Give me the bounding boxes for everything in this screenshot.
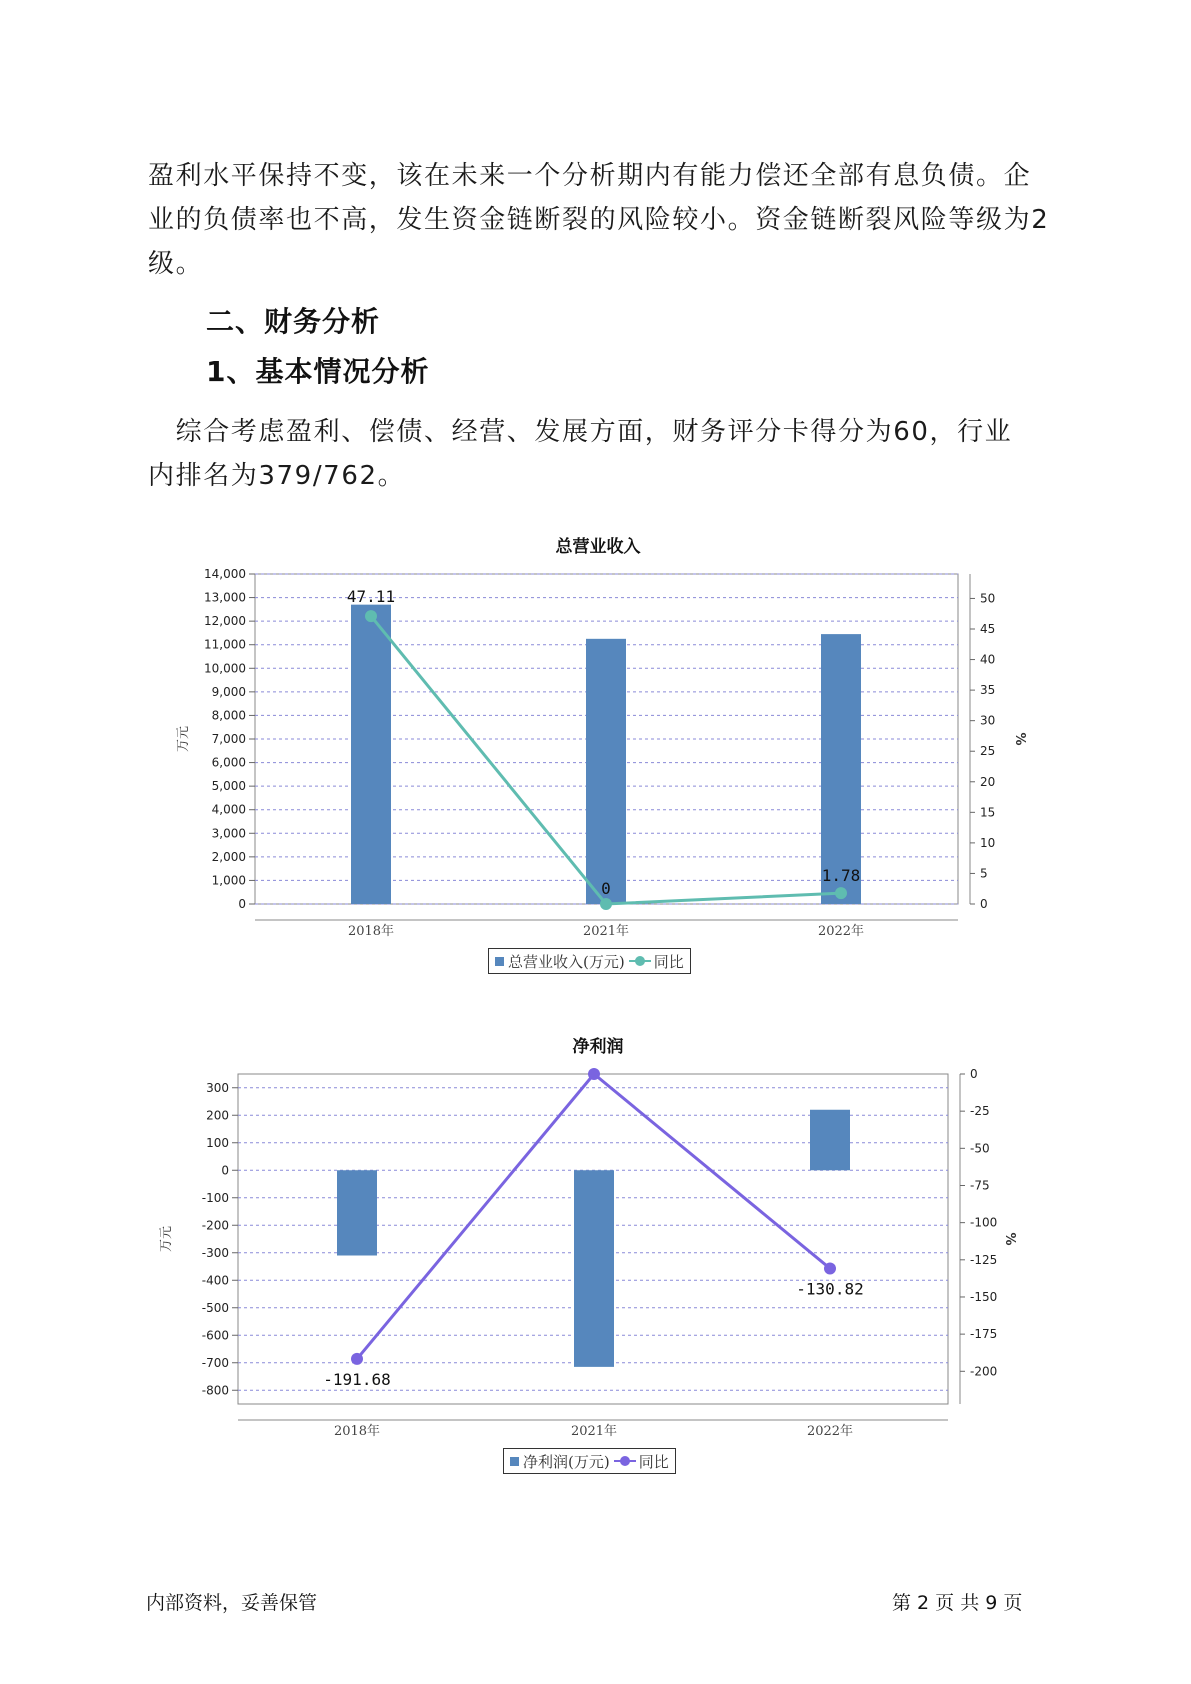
y-tick-label: 8,000 bbox=[211, 708, 246, 723]
y2-tick-label: 40 bbox=[980, 652, 996, 667]
paragraph-line: 内排名为379/762。 bbox=[148, 461, 406, 491]
y-tick-label: 12,000 bbox=[204, 614, 246, 629]
y-tick-label: 5,000 bbox=[211, 779, 246, 794]
y2-tick-label: 35 bbox=[980, 683, 996, 698]
chart-title-net-profit: 净利润 bbox=[572, 1037, 624, 1057]
y-tick-label: 13,000 bbox=[204, 590, 246, 605]
bar bbox=[574, 1170, 614, 1367]
y-tick-label: -500 bbox=[201, 1300, 229, 1315]
x-tick-label: 2018年 bbox=[333, 1424, 381, 1439]
footer-left: 内部资料，妥善保管 bbox=[146, 1592, 318, 1614]
x-tick-label: 2022年 bbox=[817, 924, 865, 939]
data-label: -191.68 bbox=[323, 1369, 391, 1389]
y2-tick-label: -50 bbox=[970, 1141, 990, 1156]
y2-tick-label: 0 bbox=[970, 1067, 978, 1081]
data-label: -130.82 bbox=[796, 1279, 864, 1299]
legend-line-swatch bbox=[614, 1456, 636, 1466]
y-tick-label: -400 bbox=[201, 1273, 229, 1288]
x-tick-label: 2021年 bbox=[570, 1424, 618, 1439]
subsection-heading: 1、基本情况分析 bbox=[206, 355, 430, 388]
line-point bbox=[588, 1068, 600, 1080]
y2-axis-label: % bbox=[1012, 732, 1027, 746]
y2-tick-label: -100 bbox=[970, 1215, 998, 1230]
y2-tick-label: 10 bbox=[980, 835, 996, 850]
y-tick-label: 300 bbox=[206, 1080, 229, 1095]
paragraph-line: 业的负债率也不高，发生资金链断裂的风险较小。资金链断裂风险等级为2 bbox=[148, 205, 1050, 235]
legend-bar-swatch bbox=[510, 1457, 519, 1466]
y-tick-label: -100 bbox=[201, 1190, 229, 1205]
y-tick-label: 4,000 bbox=[211, 802, 246, 817]
x-tick-label: 2021年 bbox=[582, 924, 630, 939]
y-tick-label: 200 bbox=[206, 1108, 229, 1123]
y2-tick-label: 15 bbox=[980, 805, 996, 820]
y2-tick-label: -125 bbox=[970, 1252, 998, 1267]
paragraph-line: 级。 bbox=[148, 249, 204, 279]
y-tick-label: 7,000 bbox=[211, 732, 246, 746]
section-heading: 二、财务分析 bbox=[206, 305, 381, 338]
y2-tick-label: -200 bbox=[970, 1364, 998, 1379]
y2-tick-label: 45 bbox=[980, 622, 996, 636]
legend-series-label: 净利润(万元) bbox=[523, 1452, 610, 1471]
data-label: 1.78 bbox=[821, 866, 861, 886]
bar bbox=[337, 1170, 377, 1255]
footer-right: 第 2 页 共 9 页 bbox=[892, 1592, 1023, 1614]
y-tick-label: 6,000 bbox=[211, 755, 246, 770]
bar bbox=[810, 1110, 850, 1171]
y2-tick-label: 25 bbox=[980, 744, 996, 759]
line-point bbox=[824, 1262, 836, 1274]
y-tick-label: 0 bbox=[238, 897, 246, 911]
line-point bbox=[351, 1353, 363, 1365]
y-tick-label: 100 bbox=[206, 1135, 229, 1150]
y-tick-label: -700 bbox=[201, 1355, 229, 1370]
x-tick-label: 2018年 bbox=[347, 924, 395, 939]
data-label: 47.11 bbox=[346, 587, 396, 607]
legend-series-label: 总营业收入(万元) bbox=[508, 952, 625, 971]
y2-axis-label: % bbox=[1002, 1232, 1017, 1246]
y2-tick-label: 20 bbox=[980, 774, 996, 789]
y-tick-label: -300 bbox=[201, 1245, 229, 1260]
y2-tick-label: -25 bbox=[970, 1104, 990, 1119]
y-tick-label: 9,000 bbox=[211, 684, 246, 699]
y-tick-label: 11,000 bbox=[204, 637, 246, 652]
y-axis-label: 万元 bbox=[159, 1225, 174, 1253]
y-tick-label: 2,000 bbox=[211, 849, 246, 864]
y2-tick-label: 5 bbox=[980, 866, 988, 881]
paragraph-line: 综合考虑盈利、偿债、经营、发展方面，财务评分卡得分为60，行业 bbox=[148, 417, 1013, 447]
y-tick-label: -800 bbox=[201, 1383, 229, 1398]
y-tick-label: -200 bbox=[201, 1218, 229, 1233]
y-tick-label: 0 bbox=[221, 1163, 229, 1178]
y2-tick-label: -75 bbox=[970, 1178, 990, 1193]
y2-tick-label: -150 bbox=[970, 1289, 998, 1304]
data-label: 0 bbox=[601, 879, 611, 898]
y-tick-label: 14,000 bbox=[204, 567, 246, 581]
y-tick-label: 10,000 bbox=[204, 661, 246, 676]
y-tick-label: 1,000 bbox=[211, 873, 246, 888]
y2-tick-label: 0 bbox=[980, 897, 988, 911]
legend-series-label: 同比 bbox=[638, 1452, 669, 1471]
y-axis-label: 万元 bbox=[176, 725, 191, 753]
y2-tick-label: 30 bbox=[980, 713, 996, 728]
y-tick-label: 3,000 bbox=[211, 826, 246, 841]
chart-legend-net-profit bbox=[503, 1448, 676, 1474]
y-tick-label: -600 bbox=[201, 1328, 229, 1343]
y2-tick-label: 50 bbox=[980, 591, 996, 606]
y2-tick-label: -175 bbox=[970, 1327, 998, 1342]
legend-series-label: 同比 bbox=[653, 952, 684, 971]
paragraph-line: 盈利水平保持不变，该在未来一个分析期内有能力偿还全部有息负债。企 bbox=[148, 161, 1032, 191]
chart-title-revenue: 总营业收入 bbox=[555, 537, 641, 557]
x-tick-label: 2022年 bbox=[806, 1424, 854, 1439]
